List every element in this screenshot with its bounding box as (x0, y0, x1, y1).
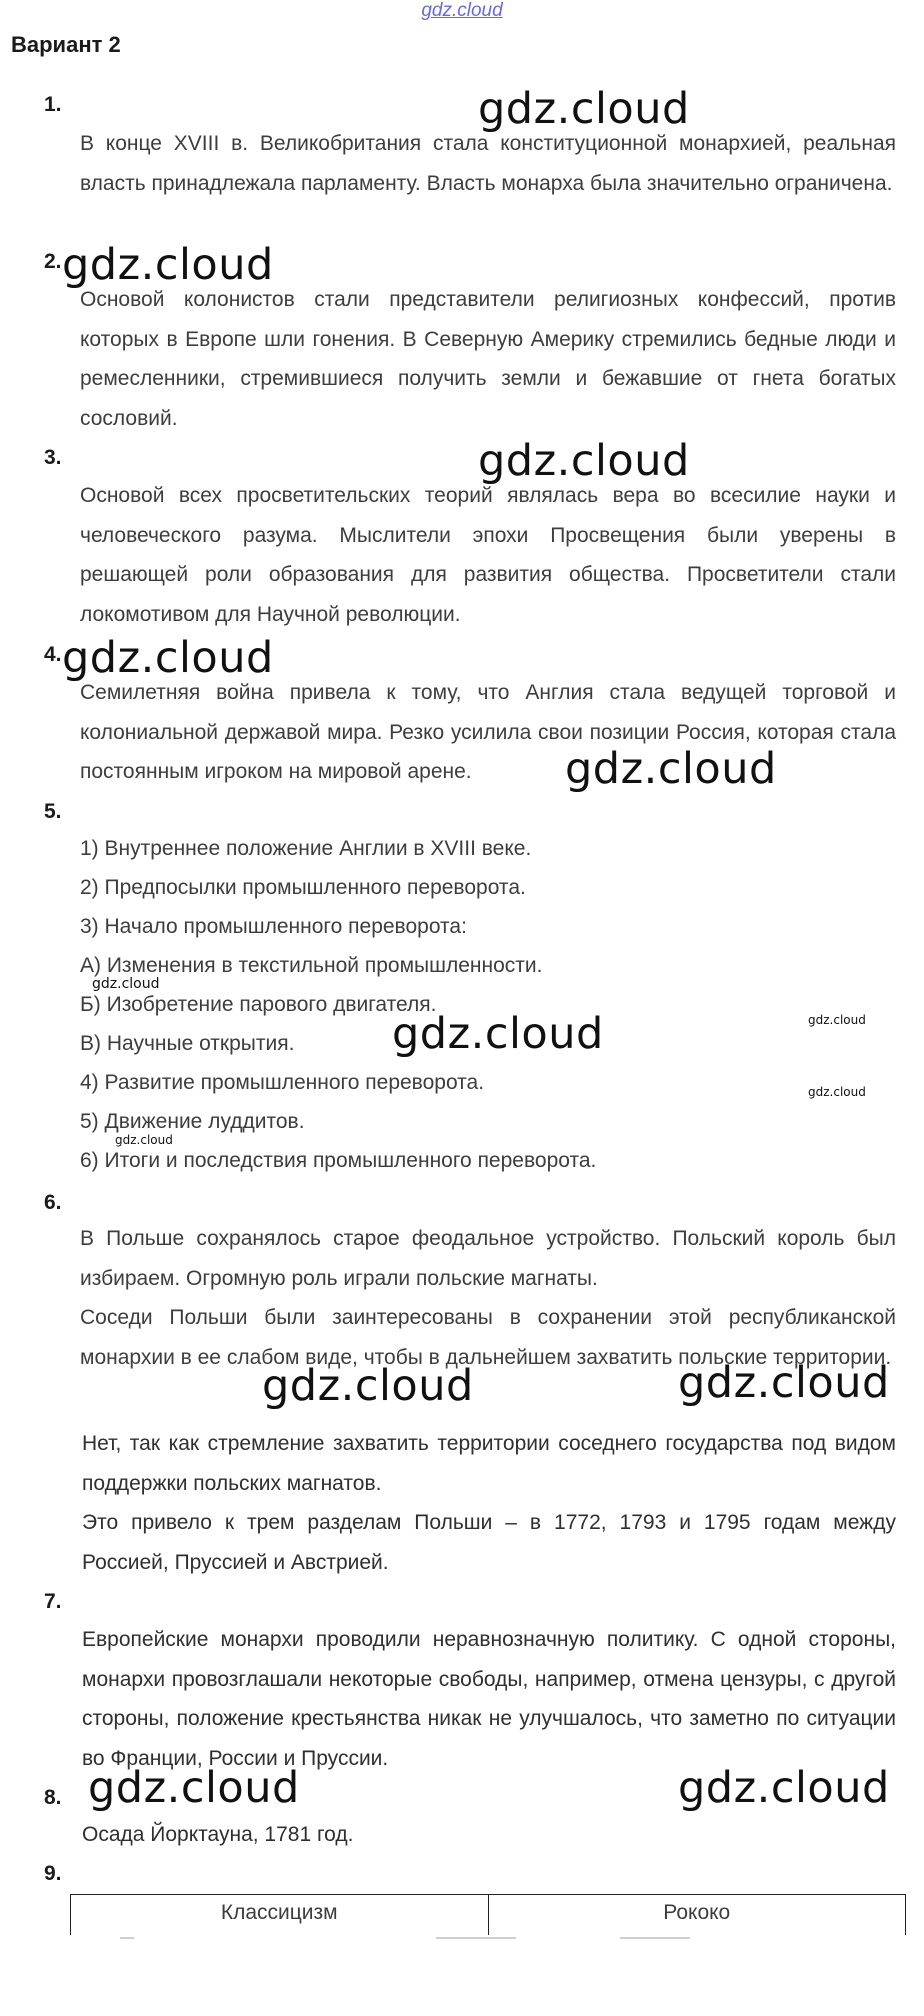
watermark-text: gdz.cloud (88, 1763, 300, 1813)
plan-item: 6) Итоги и последствия промышленного переворота. (80, 1149, 597, 1172)
question-number-2: 2. (44, 250, 62, 273)
question-number-4: 4. (44, 643, 62, 666)
table-header-rococo: Рококо (488, 1895, 906, 1935)
top-watermark-link[interactable]: gdz.cloud (421, 0, 503, 21)
table-edge-fragment (620, 1937, 690, 1939)
watermark-text: gdz.cloud (678, 1358, 890, 1408)
plan-item: Б) Изобретение парового двигателя. (80, 993, 437, 1016)
plan-item: 2) Предпосылки промышленного переворота. (80, 876, 526, 899)
watermark-text: gdz.cloud (62, 240, 274, 290)
answer-4-text: Семилетняя война привела к тому, что Англия стала ведущей торговой и колониальной державой мира. Резко усилила свои позиции Россия, которая стала постоянным игроком на мировой арене. (80, 681, 896, 783)
watermark-text: gdz.cloud (392, 1009, 604, 1059)
watermark-text: gdz.cloud (262, 1361, 474, 1411)
answer-6-paragraph-2: Соседи Польши были заинтересованы в сохранении этой республиканской монархии в ее слабом виде, чтобы в дальнейшем захватить польские территории. (80, 1306, 896, 1369)
question-number-1: 1. (44, 93, 62, 116)
table-header-classicism: Классицизм (220, 1901, 338, 1924)
watermark-text: gdz.cloud (478, 84, 690, 134)
answer-1-text: В конце XVIII в. Великобритания стала конституционной монархией, реальная власть принадлежала парламенту. Власть монарха была значительно ограничена. (80, 132, 896, 195)
plan-item: А) Изменения в текстильной промышленности. (80, 954, 543, 977)
watermark-text: gdz.cloud (115, 1133, 173, 1147)
watermark-text: gdz.cloud (92, 976, 160, 992)
answer-6-paragraph-3: Нет, так как стремление захватить территории соседнего государства под видом поддержки польских магнатов. (82, 1432, 896, 1495)
question-number-5: 5. (44, 800, 62, 823)
watermark-text: gdz.cloud (478, 436, 690, 486)
plan-item: 3) Начало промышленного переворота: (80, 915, 467, 938)
answer-7-text: Европейские монархи проводили неравнозначную политику. С одной стороны, монархи провозглашали некоторые свободы, например, отмена цензуры, с другой стороны, положение крестьянства никак не улучшалось, что заметно по ситуации во Франции, России и Пруссии. (82, 1628, 896, 1770)
plan-item: 5) Движение луддитов. (80, 1110, 305, 1133)
question-number-7: 7. (44, 1590, 62, 1613)
question-number-8: 8. (44, 1786, 62, 1809)
question-number-9: 9. (44, 1862, 62, 1885)
watermark-text: gdz.cloud (678, 1763, 890, 1813)
watermark-text: gdz.cloud (565, 744, 777, 794)
answer-6-paragraph-1: В Польше сохранялось старое феодальное устройство. Польский король был избираем. Огромную роль играли польские магнаты. (80, 1227, 896, 1290)
question-number-6: 6. (44, 1191, 62, 1214)
watermark-text: gdz.cloud (62, 633, 274, 683)
answer-3-text: Основой всех просветительских теорий являлась вера во всесилие науки и человеческого разума. Мыслители эпохи Просвещения были уверены в решающей роли образования для развития общества. Просветители стали локомотивом для Научной революции. (80, 484, 896, 626)
table-edge-fragment (436, 1937, 516, 1939)
page-title: Вариант 2 (11, 32, 121, 57)
table-edge-fragment (120, 1937, 134, 1939)
answer-6-paragraph-4: Это привело к трем разделам Польши – в 1772, 1793 и 1795 годам между Россией, Пруссией и Австрией. (82, 1511, 896, 1574)
watermark-text: gdz.cloud (808, 1085, 866, 1099)
answer-2-text: Основой колонистов стали представители религиозных конфессий, против которых в Европе шли гонения. В Северную Америку стремились бедные люди и ремесленники, стремившиеся получить земли и бежавшие от гнета богатых сословий. (80, 288, 896, 430)
plan-item: 1) Внутреннее положение Англии в XVIII веке. (80, 837, 532, 860)
plan-item: В) Научные открытия. (80, 1032, 295, 1055)
plan-item: 4) Развитие промышленного переворота. (80, 1071, 485, 1094)
answer-8-text: Осада Йорктауна, 1781 год. (82, 1823, 354, 1846)
question-number-3: 3. (44, 446, 62, 469)
comparison-table (70, 1894, 906, 1935)
watermark-text: gdz.cloud (808, 1013, 866, 1027)
